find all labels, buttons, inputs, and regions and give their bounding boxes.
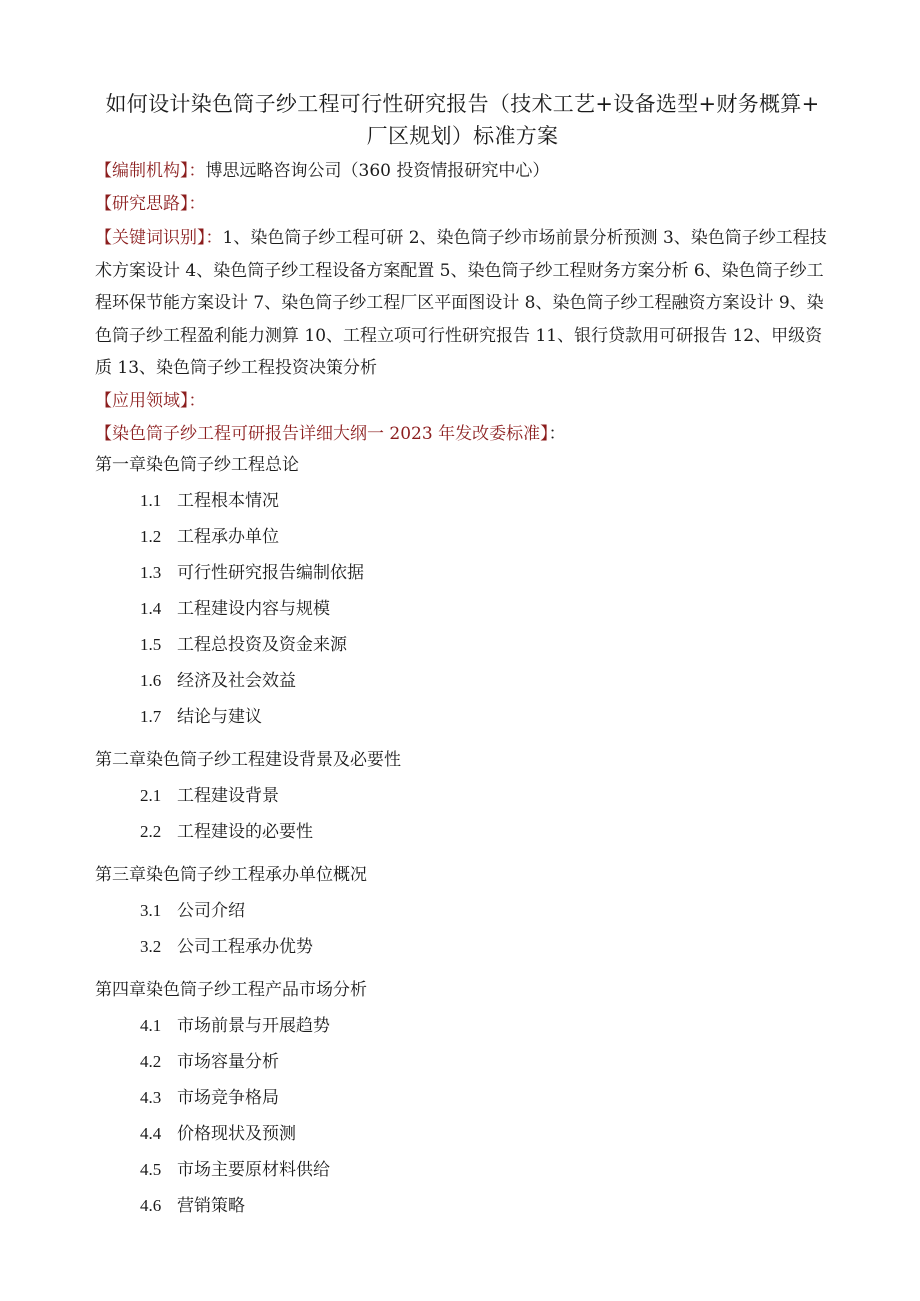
section-text: 公司工程承办优势 xyxy=(177,937,313,957)
section-number: 2.1 xyxy=(140,786,162,805)
research-label: 【研究思路】： xyxy=(95,194,206,214)
section-item xyxy=(140,597,330,621)
section-number: 4.3 xyxy=(140,1088,162,1107)
section-item xyxy=(140,1086,279,1110)
section-number: 4.1 xyxy=(140,1016,162,1035)
section-text: 经济及社会效益 xyxy=(177,671,296,691)
section-item xyxy=(140,669,296,693)
section-number: 4.4 xyxy=(140,1124,162,1143)
chapter-title: 第一章染色筒子纱工程总论 xyxy=(95,455,299,475)
section-item xyxy=(140,1050,279,1074)
section-text: 价格现状及预测 xyxy=(177,1124,296,1144)
section-item xyxy=(140,1122,296,1146)
section-text: 工程建设的必要性 xyxy=(177,822,313,842)
section-number: 4.6 xyxy=(140,1196,162,1215)
section-item xyxy=(140,784,279,808)
section-text: 工程建设背景 xyxy=(177,786,279,806)
section-item xyxy=(140,1194,245,1218)
section-item xyxy=(140,899,245,923)
section-number: 1.6 xyxy=(140,671,162,690)
section-item xyxy=(140,1014,330,1038)
title-line-2: 厂区规划）标准方案 xyxy=(366,124,559,148)
application-label: 【应用领域】： xyxy=(95,391,206,411)
section-text: 市场前景与开展趋势 xyxy=(177,1016,330,1036)
section-number: 1.4 xyxy=(140,599,162,618)
section-item xyxy=(140,633,347,657)
section-number: 1.3 xyxy=(140,563,162,582)
section-item xyxy=(140,820,313,844)
section-text: 工程根本情况 xyxy=(177,491,279,511)
section-text: 营销策略 xyxy=(177,1196,245,1216)
section-item xyxy=(140,935,313,959)
keywords-paragraph xyxy=(95,222,830,385)
keywords-label: 【关键词识别】： xyxy=(95,228,223,248)
outline-suffix: ： xyxy=(548,424,566,444)
section-text: 市场主要原材料供给 xyxy=(177,1160,330,1180)
section-number: 4.2 xyxy=(140,1052,162,1071)
keywords-value: 1、染色筒子纱工程可研 2、染色筒子纱市场前景分析预测 3、染色筒子纱工程技术方案设计 4、染色筒子纱工程设备方案配置 5、染色筒子纱工程财务方案分析 6、染色筒子纱工程环保节能方案设计 7、染色筒子纱工程厂区平面图设计 8、染色筒子纱工程融资方案设计 9、染色筒子纱工程盈利能力测算 10、工程立项可行性研究报告 11、银行贷款用可研报告 12、甲级资质 13、染色筒子纱工程投资决策分析 xyxy=(95,228,827,378)
section-number: 1.5 xyxy=(140,635,162,654)
research-line xyxy=(95,188,830,220)
section-number: 3.1 xyxy=(140,901,162,920)
section-item xyxy=(140,525,279,549)
section-item xyxy=(140,489,279,513)
section-number: 1.2 xyxy=(140,527,162,546)
section-text: 结论与建议 xyxy=(177,707,262,727)
section-text: 市场竞争格局 xyxy=(177,1088,279,1108)
section-number: 3.2 xyxy=(140,937,162,956)
section-item xyxy=(140,705,262,729)
outline-label: 【染色筒子纱工程可研报告详细大纲一 2023 年发改委标准】 xyxy=(95,424,549,444)
application-line xyxy=(95,385,830,417)
section-text: 工程建设内容与规模 xyxy=(177,599,330,619)
section-text: 公司介绍 xyxy=(177,901,245,921)
outline-line xyxy=(95,418,830,450)
chapter-title: 第三章染色筒子纱工程承办单位概况 xyxy=(95,865,367,885)
section-number: 4.5 xyxy=(140,1160,162,1179)
compiler-label: 【编制机构】： xyxy=(95,161,206,181)
compiler-value: 博思远略咨询公司（360 投资情报研究中心） xyxy=(205,161,550,181)
section-number: 1.1 xyxy=(140,491,162,510)
section-text: 工程承办单位 xyxy=(177,527,279,547)
section-item xyxy=(140,561,364,585)
title-line-1: 如何设计染色筒子纱工程可行性研究报告（技术工艺+设备选型+财务概算+ xyxy=(105,92,820,116)
section-text: 可行性研究报告编制依据 xyxy=(177,563,364,583)
compiler-line xyxy=(95,155,830,187)
section-number: 2.2 xyxy=(140,822,162,841)
document-title xyxy=(95,88,830,152)
chapter-title: 第四章染色筒子纱工程产品市场分析 xyxy=(95,980,367,1000)
section-text: 市场容量分析 xyxy=(177,1052,279,1072)
chapter-title: 第二章染色筒子纱工程建设背景及必要性 xyxy=(95,750,401,770)
section-text: 工程总投资及资金来源 xyxy=(177,635,347,655)
section-number: 1.7 xyxy=(140,707,162,726)
section-item xyxy=(140,1158,330,1182)
